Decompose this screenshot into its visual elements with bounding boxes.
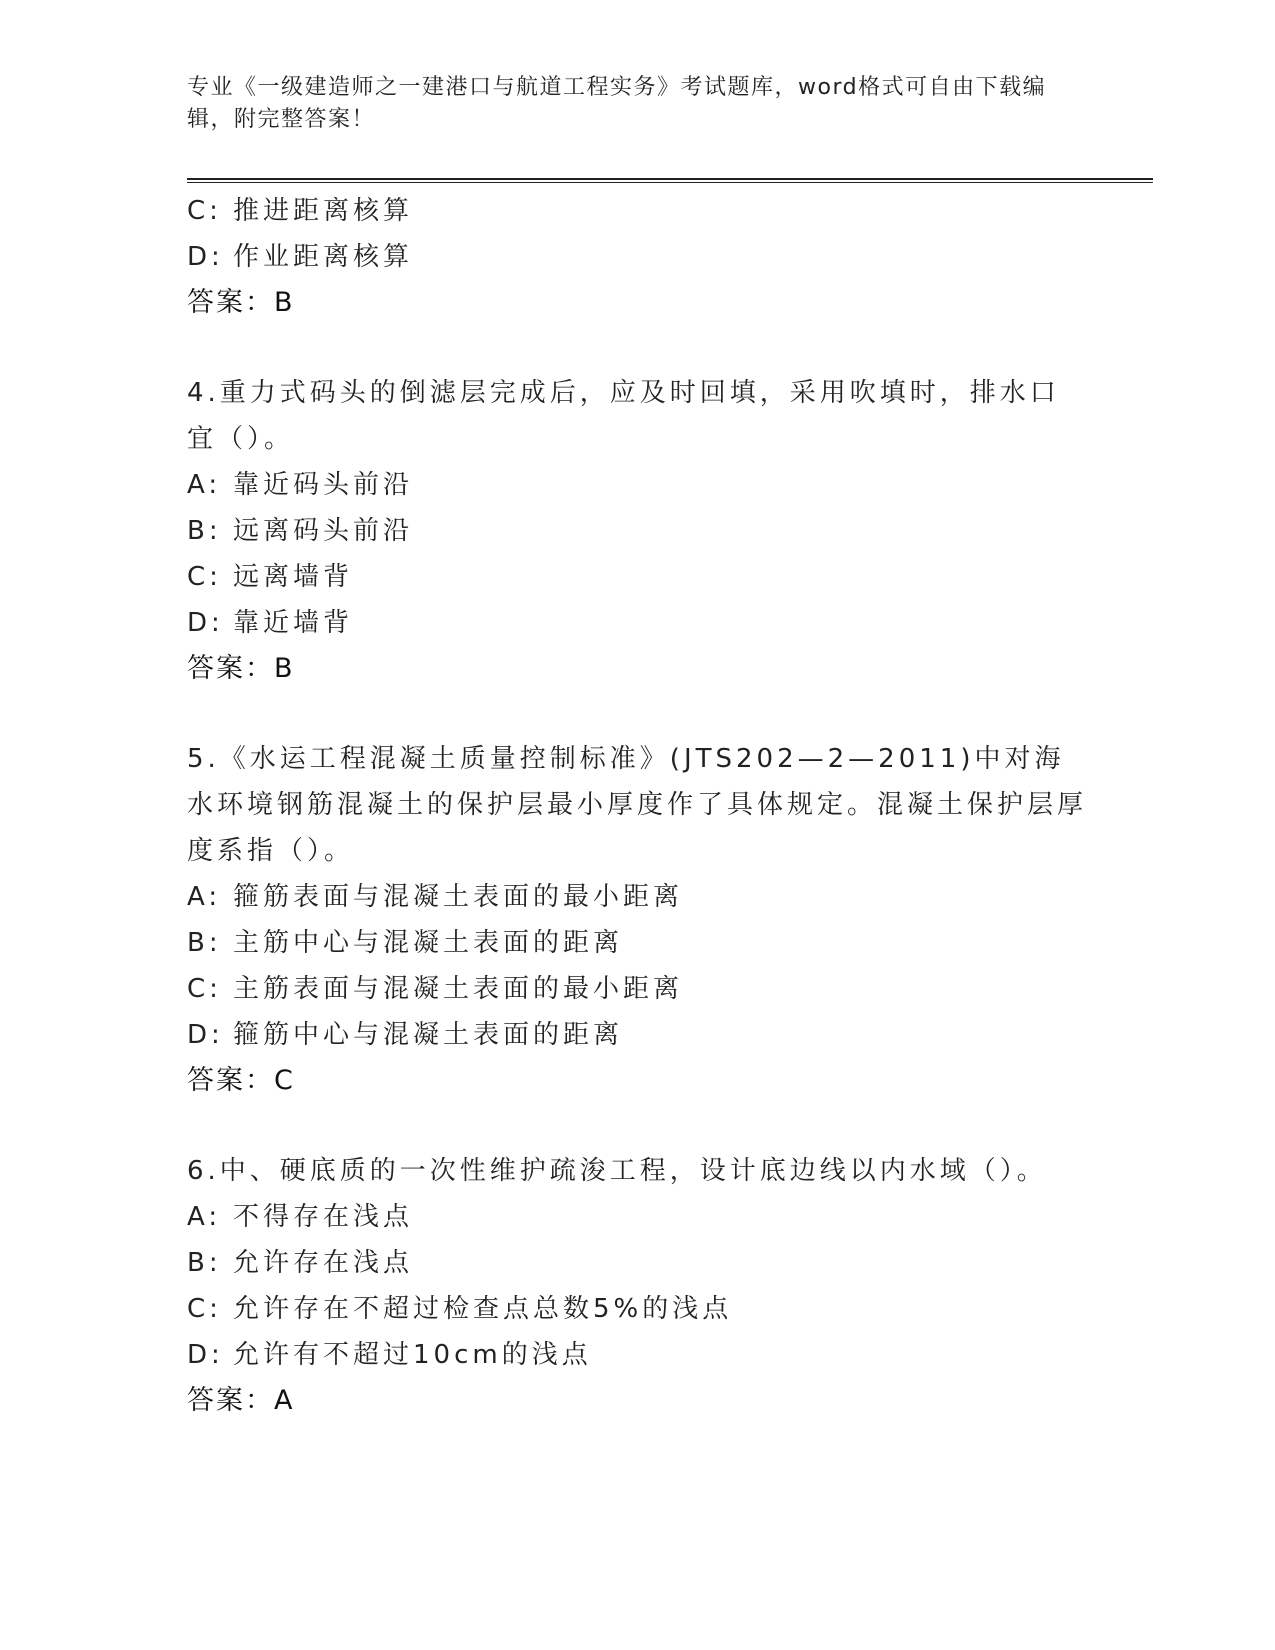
option-letter: D: xyxy=(187,608,224,638)
option-b xyxy=(187,508,1087,554)
header-rule-thick xyxy=(187,178,1153,180)
option-text: 作业距离核算 xyxy=(233,242,414,272)
option-d xyxy=(187,1332,1087,1378)
option-letter: C: xyxy=(187,974,222,1004)
question-list xyxy=(187,188,1087,1424)
answer: 答案：B xyxy=(187,287,295,318)
option-letter: A: xyxy=(187,882,222,912)
option-text: 不得存在浅点 xyxy=(233,1202,414,1232)
option-text: 远离码头前沿 xyxy=(233,516,414,546)
question-4 xyxy=(187,370,1087,692)
option-text: 主筋中心与混凝土表面的距离 xyxy=(233,928,624,958)
question-stem: 6.中、硬底质的一次性维护疏浚工程，设计底边线以内水域（）。 xyxy=(187,1156,1047,1186)
option-c xyxy=(187,554,1087,600)
option-c xyxy=(187,966,1087,1012)
option-letter: B: xyxy=(187,516,222,546)
option-letter: C: xyxy=(187,196,222,226)
option-a xyxy=(187,874,1087,920)
question-6 xyxy=(187,1148,1087,1424)
option-c xyxy=(187,188,1087,234)
question-5 xyxy=(187,736,1087,1104)
option-letter: B: xyxy=(187,1248,222,1278)
option-letter: C: xyxy=(187,1294,222,1324)
option-text: 允许存在不超过检查点总数5%的浅点 xyxy=(233,1294,733,1324)
option-c xyxy=(187,1286,1087,1332)
question-stem: 4.重力式码头的倒滤层完成后，应及时回填，采用吹填时，排水口宜（）。 xyxy=(187,378,1060,454)
question-stem: 5.《水运工程混凝土质量控制标准》(JTS202—2—2011)中对海水环境钢筋混凝土的保护层最小厚度作了具体规定。混凝土保护层厚度系指（）。 xyxy=(187,744,1088,866)
option-text: 靠近墙背 xyxy=(233,608,354,638)
option-letter: D: xyxy=(187,1340,224,1370)
option-text: 允许存在浅点 xyxy=(233,1248,414,1278)
option-letter: B: xyxy=(187,928,222,958)
option-text: 推进距离核算 xyxy=(233,196,414,226)
option-d xyxy=(187,1012,1087,1058)
option-letter: C: xyxy=(187,562,222,592)
option-a xyxy=(187,462,1087,508)
option-a xyxy=(187,1194,1087,1240)
option-text: 主筋表面与混凝土表面的最小距离 xyxy=(233,974,684,1004)
option-letter: A: xyxy=(187,1202,222,1232)
option-b xyxy=(187,920,1087,966)
answer: 答案：B xyxy=(187,653,295,684)
document-header: 专业《一级建造师之一建港口与航道工程实务》考试题库，word格式可自由下载编辑，附完整答案！ xyxy=(187,75,1047,132)
option-d xyxy=(187,234,1087,280)
option-letter: D: xyxy=(187,1020,224,1050)
question-3-continued xyxy=(187,188,1087,326)
option-letter: A: xyxy=(187,470,222,500)
header-rule-thin xyxy=(187,182,1153,183)
option-d xyxy=(187,600,1087,646)
option-text: 靠近码头前沿 xyxy=(233,470,414,500)
option-text: 允许有不超过10cm的浅点 xyxy=(233,1340,592,1370)
option-text: 远离墙背 xyxy=(233,562,354,592)
option-b xyxy=(187,1240,1087,1286)
answer: 答案：C xyxy=(187,1065,295,1096)
option-text: 箍筋表面与混凝土表面的最小距离 xyxy=(233,882,684,912)
option-text: 箍筋中心与混凝土表面的距离 xyxy=(233,1020,624,1050)
answer: 答案：A xyxy=(187,1385,295,1416)
option-letter: D: xyxy=(187,242,224,272)
